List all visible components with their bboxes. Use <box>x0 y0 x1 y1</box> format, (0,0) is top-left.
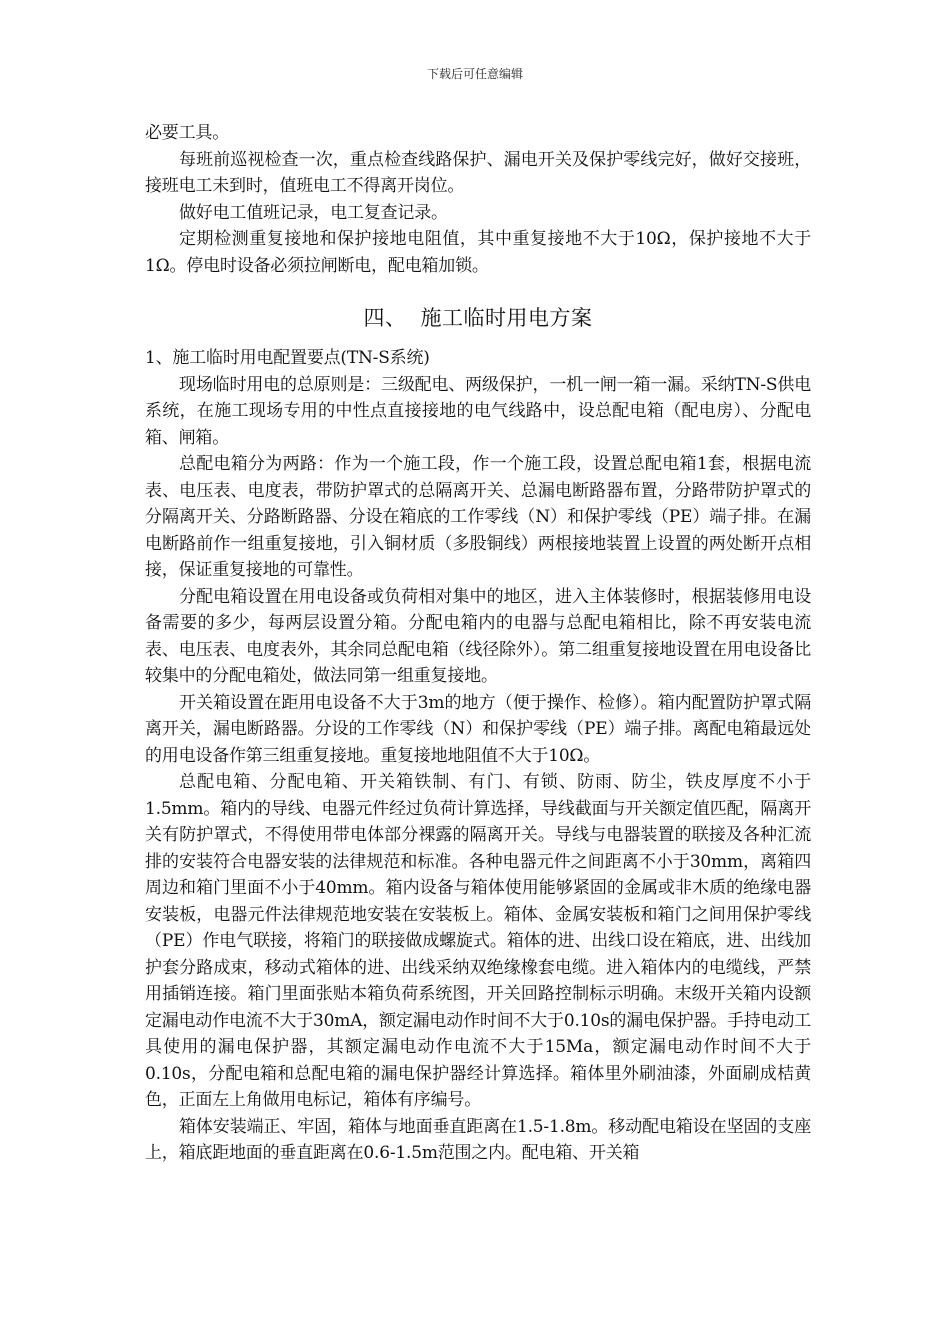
section-number: 四、 <box>363 306 407 330</box>
page-header: 下载后可任意编辑 <box>426 67 523 81</box>
paragraph-duty-record: 做好电工值班记录，电工复查记录。 <box>179 202 448 223</box>
paragraph-box-installation: 箱体安装端正、牢固，箱体与地面垂直距离在1.5-1.8m。移动配电箱设在坚固的支座上，箱底距地面的垂直距离在0.6-1.5m范围之内。配电箱、开关箱 <box>145 1116 811 1163</box>
section-heading <box>145 303 811 333</box>
paragraph-grounding-test: 定期检测重复接地和保护接地电阻值，其中重复接地不大于10Ω，保护接地不大于1Ω。停电时设备必须拉闸断电，配电箱加锁。 <box>145 229 811 276</box>
paragraph-box-requirements: 总配电箱、分配电箱、开关箱铁制、有门、有锁、防雨、防尘，铁皮厚度不小于1.5mm。箱内的导线、电器元件经过负荷计算选择，导线截面与开关额定值匹配，隔离开关有防护罩式，不得使用带电体部分裸露的隔离开关。导线与电器装置的联接及各种汇流排的安装符合电器安装的法律规范和标准。各种电器元件之间距离不小于30mm，离箱四周边和箱门里面不小于40mm。箱内设备与箱体使用能够紧固的金属或非木质的绝缘电器安装板，电器元件法律规范地安装在安装板上。箱体、金属安装板和箱门之间用保护零线（PE）作电气联接，将箱门的联接做成螺旋式。箱体的进、出线口设在箱底，进、出线加护套分路成束，移动式箱体的进、出线采纳双绝缘橡套电缆。进入箱体内的电缆线，严禁用插销连接。箱门里面张贴本箱负荷系统图，开关回路控制标示明确。末级开关箱内设额定漏电动作电流不大于30mA，额定漏电动作时间不大于0.10s的漏电保护器。手持电动工具使用的漏电保护器，其额定漏电动作电流不大于15Ma，额定漏电动作时间不大于0.10s，分配电箱和总配电箱的漏电保护器经计算选择。箱体里外刷油漆，外面刷成桔黄色，正面左上角做用电标记，箱体有序编号。 <box>145 772 812 1110</box>
section-title: 施工临时用电方案 <box>420 306 593 330</box>
subsection-heading: 1、施工临时用电配置要点(TN-S系统) <box>145 348 430 368</box>
paragraph-switch-box: 开关箱设置在距用电设备不大于3m的地方（便于操作、检修）。箱内配置防护罩式隔离开关，漏电断路器。分设的工作零线（N）和保护零线（PE）端子排。离配电箱最远处的用电设备作第三组重复接地。重复接地地阻值不大于10Ω。 <box>145 692 811 766</box>
document-body <box>145 120 811 1167</box>
paragraph-shift-inspection: 每班前巡视检查一次，重点检查线路保护、漏电开关及保护零线完好，做好交接班，接班电工未到时，值班电工不得离开岗位。 <box>145 149 811 196</box>
paragraph-sub-distribution-box: 分配电箱设置在用电设备或负荷相对集中的地区，进入主体装修时，根据装修用电设备需要的多少，每两层设置分箱。分配电箱内的电器与总配电箱相比，除不再安装电流表、电压表、电度表外，其余同总配电箱（线径除外）。第二组重复接地设置在用电设备比较集中的分配电箱处，做法同第一组重复接地。 <box>145 586 811 686</box>
paragraph-general-principle: 现场临时用电的总原则是：三级配电、两级保护，一机一闸一箱一漏。采纳TN-S供电系统，在施工现场专用的中性点直接接地的电气线路中，设总配电箱（配电房）、分配电箱、闸箱。 <box>145 374 811 448</box>
paragraph-continuation: 必要工具。 <box>145 123 229 143</box>
paragraph-main-distribution-box: 总配电箱分为两路：作为一个施工段，作一个施工段，设置总配电箱1套，根据电流表、电压表、电度表，带防护罩式的总隔离开关、总漏电断路器布置，分路带防护罩式的分隔离开关、分路断路器、分设在箱底的工作零线（N）和保护零线（PE）端子排。在漏电断路前作一组重复接地，引入铜材质（多股铜线）两根接地装置上设置的两处断开点相接，保证重复接地的可靠性。 <box>145 454 811 580</box>
